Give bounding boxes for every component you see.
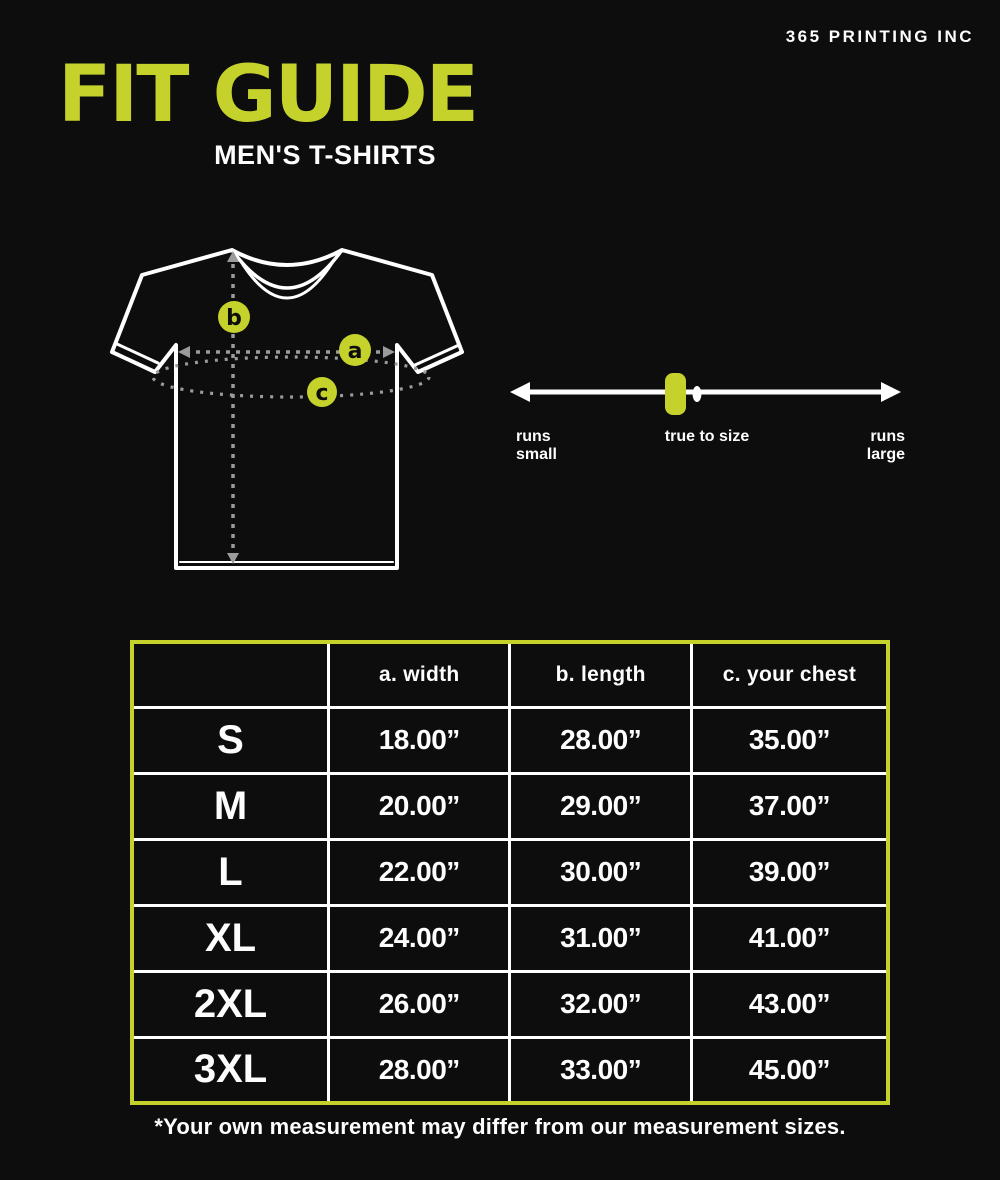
fit-scale-label-runs-small: runs small [516, 428, 557, 463]
header-cell-length: b. length [510, 642, 691, 707]
size-label: 3XL [132, 1037, 329, 1103]
table-row [132, 1037, 888, 1103]
marker-c [307, 377, 337, 407]
marker-c-label: c [315, 381, 329, 406]
length-value: 33.00” [510, 1037, 691, 1103]
size-chart [130, 640, 890, 1105]
marker-a [339, 334, 371, 366]
length-value: 29.00” [510, 773, 691, 839]
length-dotted-line [227, 251, 239, 564]
table-row [132, 839, 888, 905]
size-table [130, 640, 890, 1105]
width-value: 22.00” [329, 839, 510, 905]
chest-dotted-ellipse [153, 357, 429, 397]
chest-value: 41.00” [691, 905, 888, 971]
header-cell-blank [132, 642, 329, 707]
table-row [132, 707, 888, 773]
fit-scale [500, 364, 910, 424]
table-row [132, 773, 888, 839]
length-value: 32.00” [510, 971, 691, 1037]
width-value: 28.00” [329, 1037, 510, 1103]
marker-b-label: b [226, 306, 242, 331]
tshirt-outline [112, 250, 462, 568]
page-subtitle: MEN'S T-SHIRTS [214, 140, 436, 170]
width-value: 18.00” [329, 707, 510, 773]
size-label: L [132, 839, 329, 905]
fit-scale-label-true-to-size: true to size [664, 428, 750, 445]
table-row [132, 905, 888, 971]
table-row [132, 971, 888, 1037]
size-label: 2XL [132, 971, 329, 1037]
measurement-disclaimer: *Your own measurement may differ from our measurement sizes. [154, 1114, 846, 1139]
fit-scale-arrow [510, 382, 901, 402]
width-value: 24.00” [329, 905, 510, 971]
fit-indicator-pill [665, 373, 686, 415]
arrow-left-icon [510, 382, 530, 402]
page-title: FIT GUIDE [58, 50, 478, 140]
size-label: M [132, 773, 329, 839]
width-value: 26.00” [329, 971, 510, 1037]
arrow-right-icon [881, 382, 901, 402]
chest-value: 43.00” [691, 971, 888, 1037]
length-value: 30.00” [510, 839, 691, 905]
header-cell-width: a. width [329, 642, 510, 707]
chest-value: 39.00” [691, 839, 888, 905]
marker-b [218, 301, 250, 333]
width-value: 20.00” [329, 773, 510, 839]
chest-value: 37.00” [691, 773, 888, 839]
length-value: 28.00” [510, 707, 691, 773]
brand-name: 365 PRINTING INC [785, 27, 974, 46]
marker-a-label: a [347, 339, 363, 364]
length-value: 31.00” [510, 905, 691, 971]
tshirt-measurement-diagram [100, 230, 472, 575]
size-label: S [132, 707, 329, 773]
center-dot-icon [693, 386, 702, 402]
chest-value: 45.00” [691, 1037, 888, 1103]
fit-scale-label-runs-large: runs large [866, 428, 905, 463]
chest-value: 35.00” [691, 707, 888, 773]
header-cell-chest: c. your chest [691, 642, 888, 707]
size-label: XL [132, 905, 329, 971]
table-header-row [132, 642, 888, 707]
